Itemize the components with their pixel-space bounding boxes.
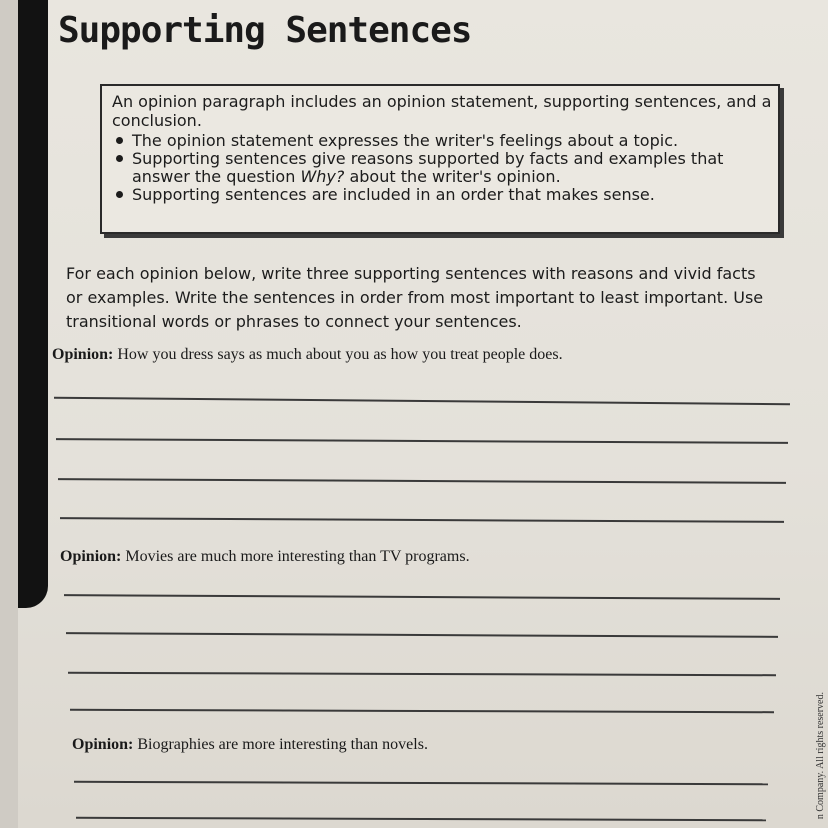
answer-line[interactable]	[68, 672, 776, 676]
info-box	[100, 84, 780, 234]
bullet-text: Supporting sentences give reasons supported by facts and examples that answer the question	[132, 149, 724, 186]
bullet-text-end: about the writer's opinion.	[344, 167, 561, 186]
answer-line[interactable]	[58, 478, 786, 484]
page-edge-shadow	[18, 0, 48, 608]
bullet-item	[112, 150, 778, 186]
bullet-item	[112, 132, 778, 150]
info-intro: An opinion paragraph includes an opinion statement, supporting sentences, and a conclusion.	[112, 92, 772, 130]
worksheet-page	[18, 0, 828, 828]
info-bullets	[112, 132, 778, 204]
bullet-dot-icon	[116, 191, 123, 198]
bullet-text: Supporting sentences are included in an order that makes sense.	[132, 185, 655, 204]
opinion-text: Movies are much more interesting than TV programs.	[125, 548, 470, 565]
bullet-item	[112, 186, 778, 204]
copyright-notice: n Company. All rights reserved.	[815, 692, 826, 820]
opinion-3	[72, 736, 428, 754]
opinion-text: How you dress says as much about you as how you treat people does.	[117, 346, 563, 363]
answer-line[interactable]	[76, 817, 766, 821]
bullet-dot-icon	[116, 137, 123, 144]
opinion-label: Opinion:	[72, 736, 134, 753]
opinion-2	[60, 548, 470, 566]
answer-line[interactable]	[70, 709, 774, 713]
opinion-text: Biographies are more interesting than novels.	[137, 736, 428, 753]
answer-line[interactable]	[64, 594, 780, 600]
answer-line[interactable]	[74, 781, 768, 785]
bullet-dot-icon	[116, 155, 123, 162]
answer-line[interactable]	[66, 632, 778, 638]
answer-line[interactable]	[56, 438, 788, 444]
answer-line[interactable]	[60, 517, 784, 523]
instructions: For each opinion below, write three supporting sentences with reasons and vivid facts or examples. Write the sentences in order from most important to least important. Use transitional words or phrases to connect your sentences.	[66, 264, 764, 331]
page-title: Supporting Sentences	[58, 10, 472, 51]
opinion-label: Opinion:	[60, 548, 122, 565]
opinion-1	[52, 346, 563, 364]
bullet-text-emphasis: Why?	[300, 167, 345, 186]
answer-line[interactable]	[54, 397, 790, 405]
opinion-label: Opinion:	[52, 346, 114, 363]
bullet-text: The opinion statement expresses the writer's feelings about a topic.	[132, 131, 679, 150]
